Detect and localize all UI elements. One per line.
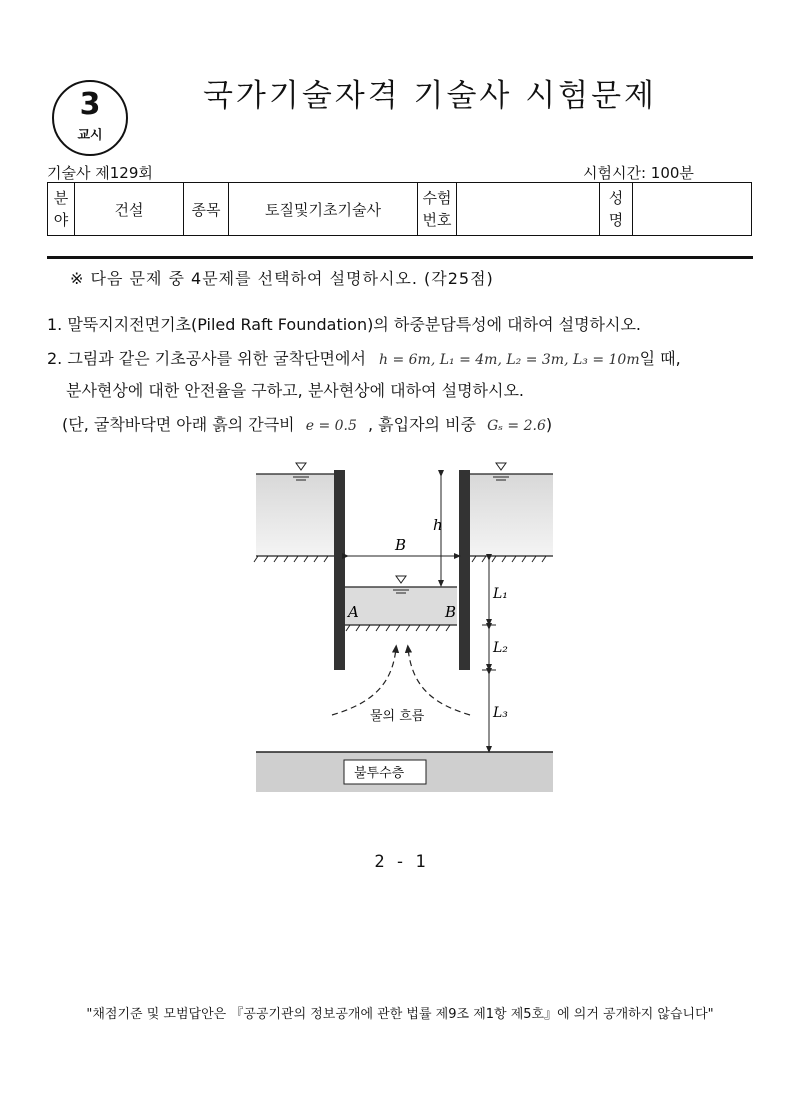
- exam-no-field[interactable]: [457, 183, 600, 236]
- water-level-symbol-right: [493, 463, 509, 480]
- excavation-diagram: [250, 460, 560, 800]
- category-value: 토질및기초기술사: [229, 183, 418, 236]
- field-label-2: 야: [53, 211, 69, 229]
- session-badge: [52, 80, 128, 156]
- question-2-suffix: 일 때,: [639, 349, 681, 368]
- note-prefix: (단, 굴착바닥면 아래 흙의 간극비: [62, 415, 295, 434]
- label-B: B: [395, 536, 407, 554]
- exam-no-label-1: 수험: [422, 189, 452, 207]
- name-field[interactable]: [633, 183, 752, 236]
- label-L2: L₂: [493, 640, 508, 656]
- field-label-cell: [48, 183, 75, 236]
- session-number: 3: [79, 87, 101, 122]
- exam-round: 기술사 제129회: [47, 164, 153, 182]
- category-label: 종목: [184, 183, 229, 236]
- instruction: ※ 다음 문제 중 4문제를 선택하여 설명하시오. (각25점): [70, 269, 494, 288]
- label-point-A: A: [348, 603, 359, 621]
- question-2-prefix: 2. 그림과 같은 기초공사를 위한 굴착단면에서: [47, 349, 366, 368]
- label-point-B: B: [445, 603, 457, 621]
- question-2-note: [62, 412, 552, 435]
- question-2-math: h = 6m, L₁ = 4m, L₂ = 3m, L₃ = 10m: [379, 352, 640, 368]
- question-2-line-2: 분사현상에 대한 안전율을 구하고, 분사현상에 대하여 설명하시오.: [66, 381, 525, 400]
- left-sheet-pile: [334, 470, 345, 670]
- left-ground-hatch: [254, 556, 328, 562]
- question-2-line-1: [47, 346, 681, 369]
- left-soil-area: [256, 474, 334, 556]
- note-void-ratio: e = 0.5: [305, 418, 357, 434]
- page-number: 2 - 1: [374, 852, 426, 872]
- exam-time: 시험시간: 100분: [583, 164, 694, 182]
- right-sheet-pile: [459, 470, 470, 670]
- impermeable-label: 불투수층: [354, 766, 405, 781]
- exam-no-label-2: 번호: [422, 211, 452, 229]
- field-value: 건설: [75, 183, 184, 236]
- footer-notice: "채점기준 및 모범답안은 『공공기관의 정보공개에 관한 법률 제9조 제1항 제5호』에 의거 공개하지 않습니다": [86, 1007, 714, 1022]
- name-label-cell: [600, 183, 633, 236]
- label-L1: L₁: [493, 586, 508, 602]
- right-soil-area: [470, 474, 553, 556]
- page-title: 국가기술자격 기술사 시험문제: [202, 78, 657, 114]
- note-suffix: ): [545, 415, 553, 434]
- divider: [47, 256, 753, 259]
- note-mid: , 흙입자의 비중: [367, 415, 476, 434]
- exam-no-label-cell: [418, 183, 457, 236]
- question-1: 1. 말뚝지지전면기초(Piled Raft Foundation)의 하중분담특성에 대하여 설명하시오.: [47, 315, 641, 334]
- water-level-symbol-excavation: [393, 576, 409, 593]
- right-ground-hatch: [472, 556, 546, 562]
- label-L3: L₃: [493, 705, 508, 721]
- field-label-1: 분: [53, 189, 69, 207]
- label-h: h: [433, 516, 443, 534]
- session-label: 교시: [77, 128, 103, 143]
- excavation-bottom-hatch: [346, 625, 450, 631]
- flow-label: 물의 흐름: [370, 709, 425, 724]
- exam-info-table: [47, 182, 752, 236]
- name-label-1: 성: [608, 189, 624, 207]
- water-level-symbol-left: [293, 463, 309, 480]
- name-label-2: 명: [608, 211, 624, 229]
- note-specific-gravity: Gₛ = 2.6: [487, 418, 546, 434]
